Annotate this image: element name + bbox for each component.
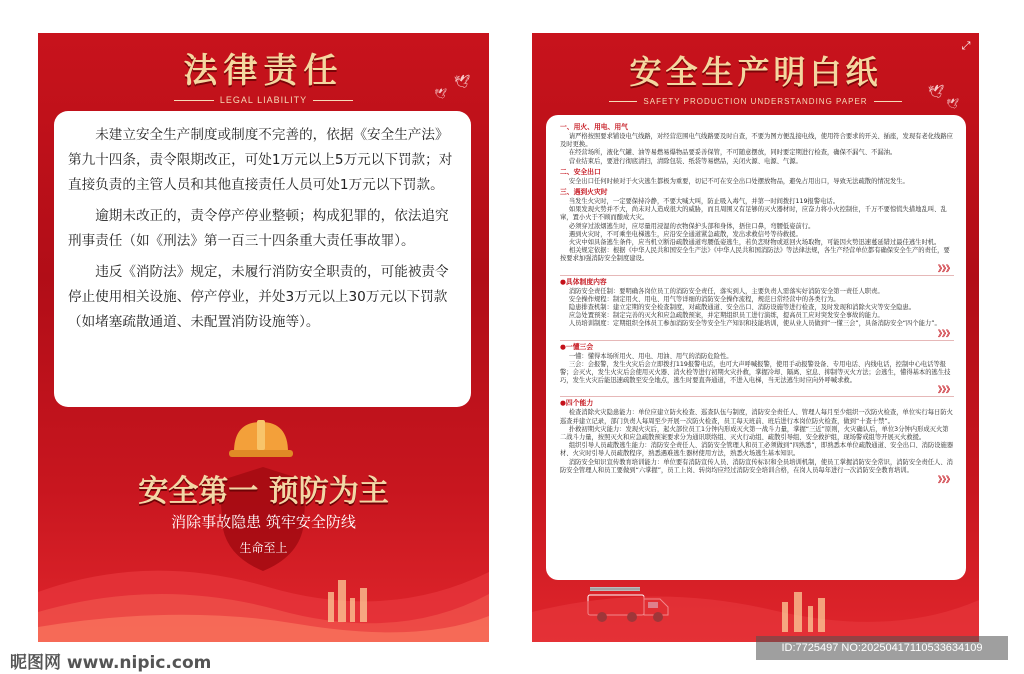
section-text: 相关规定依据：根据《中华人民共和国安全生产法》《中华人民共和国消防法》等法律法规，各生产经营单位都有确保安全生产的责任，要按要求加强消防安全制度建设。	[560, 247, 950, 263]
section-text: 营业结束后，要进行彻底清扫，清除包装、纸袋等易燃品，关闭火源、电源、气源。	[568, 157, 802, 165]
liability-paragraph: 违反《消防法》规定，未履行消防安全职责的，可能被责令停止使用相关设施、停产停业，并处3万元以上30万元以下罚款（如堵塞疏散通道、未配置消防设施等）。	[68, 264, 449, 330]
section-heading: ●具体制度内容	[560, 277, 607, 286]
slogan-main: 安全第一 预防为主	[138, 474, 389, 509]
arrows-decoration: 》》》	[938, 385, 954, 395]
section-text: 一懂：懂得本场所用火、用电、用油、用气的消防危险性。	[568, 352, 733, 360]
section-text: 人员培训制度：定期组织全体员工参加消防安全等安全生产知识和技能培训，使从业人员做到“一懂三会”，具备消防安全“四个能力”。	[568, 320, 941, 328]
liability-paragraph: 未建立安全生产制度或制度不完善的，依据《安全生产法》第九十四条，责令限期改正，可处1万元以上5万元以下罚款；对直接负责的主管人员和其他直接责任人员可处1万元以下罚款。	[68, 127, 453, 193]
section-heading: ●一懂三会	[560, 342, 594, 351]
expand-icon[interactable]: ⤢	[961, 39, 971, 52]
section-text: 必须穿过浓烟逃生时，应尽量用浸湿的衣物保护头部和身体，捂住口鼻，弯腰低姿前行。	[568, 222, 815, 230]
liability-paragraph: 逾期未改正的，责令停产停业整顿；构成犯罪的，依法追究刑事责任（如《刑法》第一百三十四条重大责任事故罪）。	[68, 208, 449, 249]
section-text: 遇到火灾时，不可乘坐电梯逃生，应沿安全通道紧急疏散，发出求救信号等待救援。	[568, 230, 802, 238]
dove-icon: 🕊	[946, 99, 959, 110]
wave-decoration	[38, 532, 489, 642]
dove-icon: 🕊	[434, 89, 447, 100]
understanding-paper-content-box	[546, 115, 966, 580]
section-text: 安全出口任何时候对于火灾逃生都极为重要，切记不可在安全出口处摆放物品，避免占用出口，导致无法疏散的情况发生。	[568, 177, 909, 185]
arrows-decoration: 》》》	[938, 475, 954, 485]
arrows-decoration: 》》》	[938, 263, 954, 273]
section-heading: ●四个能力	[560, 399, 594, 408]
section-heading: 一、用火、用电、用气	[560, 123, 628, 131]
poster-title: 法律责任	[183, 51, 344, 91]
section-text: 消防安全知识宣传教育培训能力：单位要有消防宣传人员、消防宣传标识和全员培训机制，使员工掌握消防安全常识，消防安全责任人、消防安全管理人和员工要做到“六掌握”，员工上岗、转岗均应经过消防安全培训合格，在岗人员每年进行一次消防安全教育培训。	[560, 458, 953, 474]
divider	[560, 340, 954, 341]
subtitle-text: LEGAL LIABILITY	[219, 95, 308, 105]
subtitle-text: SAFETY PRODUCTION UNDERSTANDING PAPER	[643, 97, 868, 106]
section-text: 在经营场所，液化气罐、油等易燃易爆物品要妥善保管，不可随意摆放，同时要定期进行检查，确保不漏气、不漏油。	[568, 149, 897, 157]
poster-subtitle	[532, 97, 979, 106]
section-text: 火灾中如具备逃生条件，应当机立断沿疏散通道弯腰低姿逃生，若负恋财物或返回火场取物，可能因火势迅速蔓延错过最佳逃生时机。	[568, 239, 941, 247]
section-text: 消防安全责任制：要明确各岗位员工的消防安全责任，落实到人，主要负责人需落实好消防安全第一责任人职责。	[568, 287, 884, 295]
legal-liability-content-box	[54, 111, 471, 407]
dove-icon: 🕊	[928, 85, 945, 100]
poster-subtitle	[38, 95, 489, 105]
section-heading: 二、安全出口	[560, 167, 601, 176]
section-text: 组织引导人员疏散逃生能力：消防安全责任人、消防安全管理人和员工必须做到“四熟悉”，即熟悉本单位疏散通道、安全出口、消防设施器材、火灾时引导人员疏散程序，熟悉遇难逃生器材使用方法，熟悉火场逃生基本知识。	[560, 442, 954, 458]
safety-helmet-icon	[226, 416, 296, 461]
section-text: 安全操作规程：制定用火、用电、用气等详细的消防安全操作流程，规范日常经营中的各类行为。	[568, 295, 840, 303]
section-text: 三会：会报警，发生火灾后会立即拨打119报警电话，也可大声呼喊报警，使用手动报警设备、专用电话、内线电话，控制中心电话等报警；会灭火，发生火灾后会使用灭火器、消火栓等进行初期火灾扑救，掌握冷却、隔离、窒息、抑制等灭火方法；会逃生，懂得基本的逃生技巧，发生火灾后能迅速疏散至安全地点，逃生时要直奔通道，不进入电梯，当无法逃生时应向外呼喊求救。	[560, 360, 951, 385]
image-id-watermark: ID:7725497 NO:20250417110533634109	[756, 636, 1008, 660]
section-heading: 三、遇到火灾时	[560, 188, 608, 197]
wave-decoration	[532, 572, 979, 642]
divider	[560, 396, 954, 397]
section-text: 扑救初期火灾能力：发现火灾后，起火部位员工1分钟内形成灭火第一战斗力量，掌握“三近”原则，火灾确认后，单位3分钟内形成灭火第二战斗力量，按照灭火和应急疏散预案要求分为通讯联络组、灭火行动组、疏散引导组、安全救护组，现场警戒组等开展灭火救援。	[560, 425, 949, 442]
section-text: 应急处置预案：制定完善的灭火和应急疏散预案，并定期组织员工进行演练，提高员工应对突发安全事故的能力。	[568, 312, 884, 320]
arrows-decoration: 》》》	[938, 328, 954, 338]
section-text: 检查消除火灾隐患能力：单位应建立防火检查、巡查队伍与制度，消防安全责任人、管理人每月至少组织一次防火检查，单位实行每日防火巡查并建立记录，部门负责人每周至少开展一次防火检查，员工每天班前、班后进行本岗位防火检查，做到“十查十禁”。	[560, 409, 953, 425]
legal-liability-poster	[38, 33, 489, 642]
divider	[560, 275, 954, 276]
section-text: 当发生火灾时，一定要保持冷静，不要大喊大叫，防止吸入毒气，并第一时间拨打119报警电话。	[568, 198, 840, 206]
section-text: 请严格按照要求铺设电气线路，对经营范围电气线路要及时自查，不要为图方便乱接电线，使用符合要求的开关、插座，发现有老化线路应及时更换。	[560, 133, 953, 149]
section-text: 隐患排查机制：建立定期的安全检查制度，对疏散通道、安全出口、消防设施等进行检查，及时发现和消除火灾等安全隐患。	[568, 304, 916, 312]
slogan-sub: 消除事故隐患 筑牢安全防线	[171, 513, 356, 531]
nipic-watermark: 昵图网 www.nipic.com	[10, 653, 212, 673]
poster-title: 安全生产明白纸	[629, 53, 882, 91]
dove-icon: 🕊	[454, 75, 471, 90]
slogan-small: 生命至上	[239, 541, 288, 555]
safety-production-poster	[532, 33, 979, 642]
section-text: 如果发现火势并不大，尚未对人造成很大的威胁，而且周围又有足够的灭火器材时，应奋力将小火控制住，千万不要惊慌失措地乱叫、乱窜，置小火于不顾而酿成大灾。	[560, 206, 947, 222]
